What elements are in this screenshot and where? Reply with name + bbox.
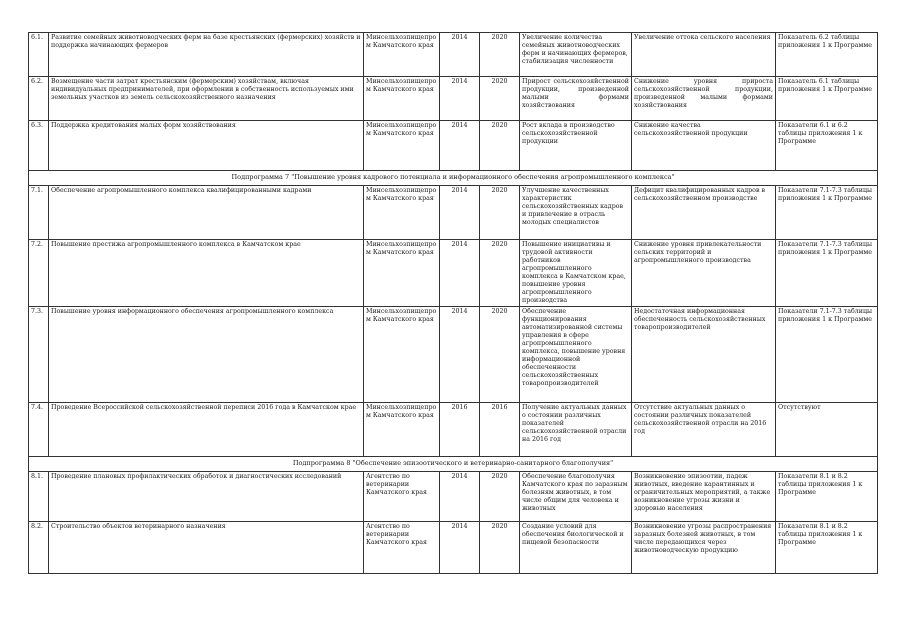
expected-result: Рост вклада в производство сельскохозяйственной продукции [520,121,632,171]
end-year: 2020 [480,121,520,171]
start-year: 2014 [440,307,480,403]
indicator-link: Показатели 7.1-7.3 таблицы приложения 1 к Программе [776,307,878,403]
measure-name: Повышение престижа агропромышленного комплекса в Камчатском крае [49,240,364,307]
indicator-link: Показатели 8.1 и 8.2 таблицы приложения 1 к Программе [776,522,878,574]
executor: Агентство по ветеринарии Камчатского края [364,522,440,574]
end-year: 2020 [480,33,520,77]
executor: Минсельхозпищепром Камчатского края [364,33,440,77]
measure-name: Повышение уровня информационного обеспечения агропромышленного комплекса [49,307,364,403]
subprogram-header-row [29,457,878,472]
indicator-link: Показатели 7.1-7.3 таблицы приложения 1 к Программе [776,240,878,307]
indicator-link: Отсутствуют [776,403,878,457]
executor: Минсельхозпищепром Камчатского края [364,403,440,457]
executor: Агентство по ветеринарии Камчатского края [364,472,440,522]
table-row [29,77,878,121]
subprogram-title: Подпрограмма 8 "Обеспечение эпизоотического и ветеринарно-санитарного благополучия" [29,457,878,472]
end-year: 2020 [480,77,520,121]
non-implementation-consequence: Дефицит квалифицированных кадров в сельскохозяйственном производстве [632,186,776,240]
end-year: 2020 [480,472,520,522]
expected-result: Обеспечение функционирования автоматизированной системы управления в сфере агропромышленного комплекса, повышение уровня информационной обеспеченности сельскохозяйственных товаропроизводителей [520,307,632,403]
non-implementation-consequence: Снижение уровня прироста сельскохозяйственной продукции, произведенной малыми формами хозяйствования [632,77,776,121]
measure-name: Возмещение части затрат крестьянским (фермерским) хозяйствам, включая индивидуальных предпринимателей, при оформлении в собственность используемых ими земельных участков из земель сельскохозяйственного назначения [49,77,364,121]
row-number: 6.1. [29,33,49,77]
indicator-link: Показатель 6.2 таблицы приложения 1 к Программе [776,33,878,77]
table-row [29,121,878,171]
table-row [29,240,878,307]
measure-name: Развитие семейных животноводческих ферм на базе крестьянских (фермерских) хозяйств и поддержка начинающих фермеров [49,33,364,77]
end-year: 2020 [480,307,520,403]
non-implementation-consequence: Снижение качества сельскохозяйственной продукции [632,121,776,171]
measure-name: Обеспечение агропромышленного комплекса квалифицированными кадрами [49,186,364,240]
non-implementation-consequence: Увеличение оттока сельского населения [632,33,776,77]
end-year: 2020 [480,522,520,574]
table-row [29,522,878,574]
table-row [29,307,878,403]
start-year: 2014 [440,472,480,522]
row-number: 7.2. [29,240,49,307]
row-number: 7.1. [29,186,49,240]
subprogram-title: Подпрограмма 7 "Повышение уровня кадрового потенциала и информационного обеспечения агропромышленного комплекса" [29,171,878,186]
table-row [29,472,878,522]
non-implementation-consequence: Отсутствие актуальных данных о состоянии различных показателей сельскохозяйственной отрасли на 2016 год [632,403,776,457]
measure-name: Строительство объектов ветеринарного назначения [49,522,364,574]
end-year: 2020 [480,240,520,307]
expected-result: Повышение инициативы и трудовой активности работников агропромышленного комплекса в Камчатском крае, повышение уровня агропромышленного производства [520,240,632,307]
measure-name: Проведение плановых профилактических обработок и диагностических исследований [49,472,364,522]
row-number: 7.3. [29,307,49,403]
executor: Минсельхозпищепром Камчатского края [364,240,440,307]
table-row [29,33,878,77]
program-measures-table [28,32,878,574]
executor: Минсельхозпищепром Камчатского края [364,77,440,121]
expected-result: Прирост сельскохозяйственной продукции, произведенной малыми формами хозяйствования [520,77,632,121]
start-year: 2014 [440,240,480,307]
measure-name: Поддержка кредитования малых форм хозяйствования [49,121,364,171]
start-year: 2014 [440,186,480,240]
non-implementation-consequence: Снижение уровня привлекательности сельских территорий и агропромышленного производства [632,240,776,307]
row-number: 6.2. [29,77,49,121]
expected-result: Обеспечение благополучия Камчатского края по заразным болезням животных, в том числе общим для человека и животных [520,472,632,522]
expected-result: Улучшение качественных характеристик сельскохозяйственных кадров и привлечение в отрасль молодых специалистов [520,186,632,240]
indicator-link: Показатели 6.1 и 6.2 таблицы приложения 1 к Программе [776,121,878,171]
indicator-link: Показатель 6.1 таблицы приложения 1 к Программе [776,77,878,121]
start-year: 2014 [440,121,480,171]
start-year: 2014 [440,33,480,77]
executor: Минсельхозпищепром Камчатского края [364,307,440,403]
expected-result: Получение актуальных данных о состоянии различных показателей сельскохозяйственной отрасли на 2016 год [520,403,632,457]
start-year: 2014 [440,522,480,574]
row-number: 6.3. [29,121,49,171]
executor: Минсельхозпищепром Камчатского края [364,121,440,171]
indicator-link: Показатели 7.1-7.3 таблицы приложения 1 к Программе [776,186,878,240]
row-number: 7.4. [29,403,49,457]
executor: Минсельхозпищепром Камчатского края [364,186,440,240]
start-year: 2016 [440,403,480,457]
subprogram-header-row [29,171,878,186]
non-implementation-consequence: Возникновение эпизоотии, падеж животных, введение карантинных и ограничительных мероприятий, а также возникновение угрозы жизни и здоровью населения [632,472,776,522]
expected-result: Создание условий для обеспечения биологической и пищевой безопасности [520,522,632,574]
measure-name: Проведение Всероссийской сельскохозяйственной переписи 2016 года в Камчатском крае [49,403,364,457]
non-implementation-consequence: Возникновение угрозы распространения заразных болезней животных, в том числе передающихся через животноводческую продукцию [632,522,776,574]
table-row [29,186,878,240]
expected-result: Увеличение количества семейных животноводческих ферм и начинающих фермеров, стабилизация численности [520,33,632,77]
start-year: 2014 [440,77,480,121]
indicator-link: Показатели 8.1 и 8.2 таблицы приложения 1 к Программе [776,472,878,522]
row-number: 8.1. [29,472,49,522]
table-row [29,403,878,457]
non-implementation-consequence: Недостаточная информационная обеспеченность сельскохозяйственных товаропроизводителей [632,307,776,403]
row-number: 8.2. [29,522,49,574]
end-year: 2020 [480,186,520,240]
end-year: 2016 [480,403,520,457]
